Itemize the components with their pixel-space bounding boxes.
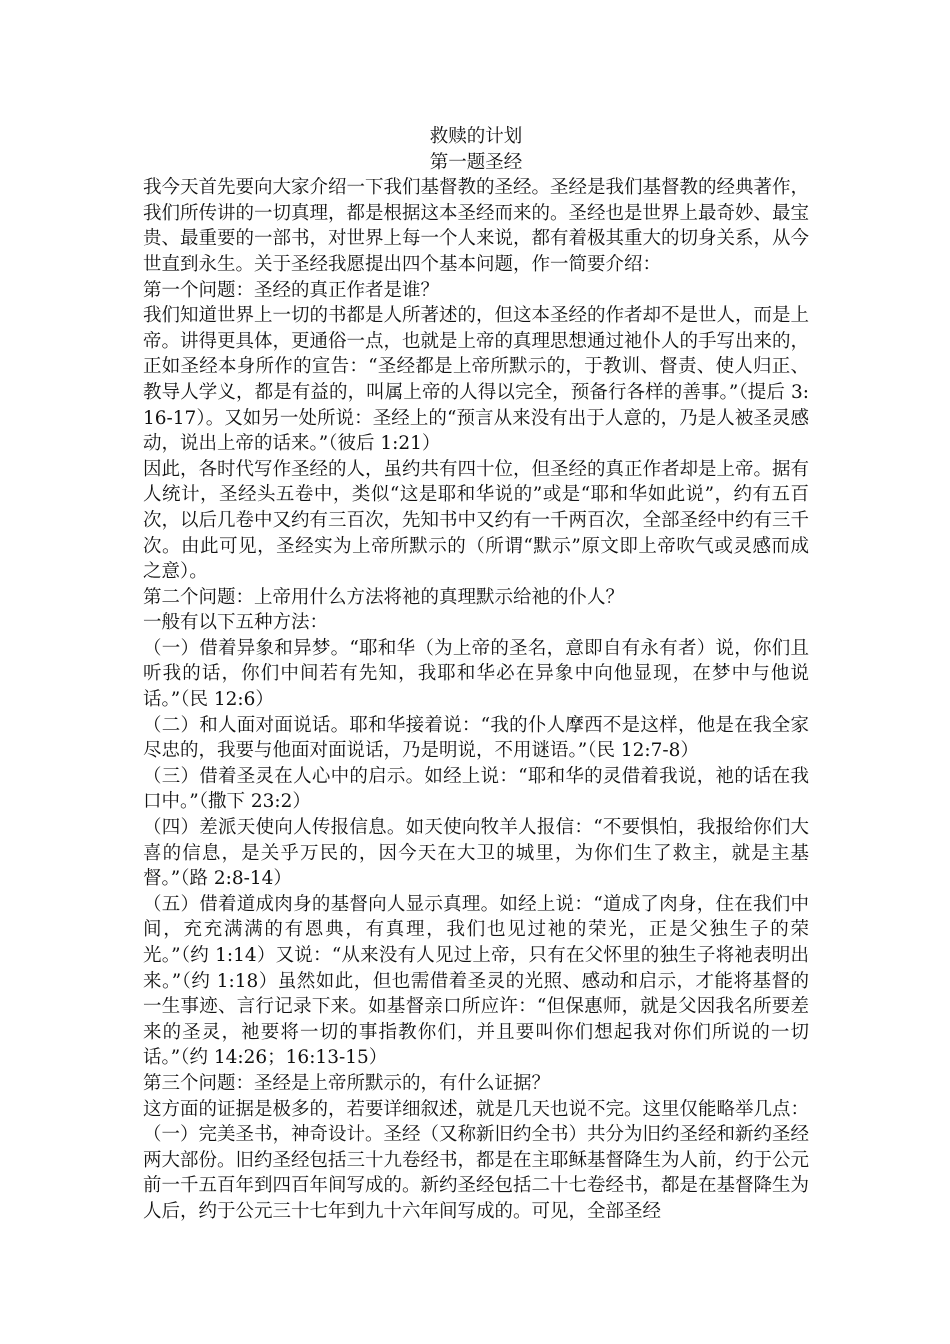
question-1-conclusion: 因此，各时代写作圣经的人，虽约共有四十位，但圣经的真正作者却是上帝。据有人统计，圣经头五卷中，类似“这是耶和华说的”或是“耶和华如此说”，约有五百次，以后几卷中又约有三百次，先知书中又约有一千两百次，全部圣经中约有三千次。由此可见，圣经实为上帝所默示的（所谓“默示”原文即上帝吹气或灵感而成之意）。: [143, 458, 810, 583]
method-2-paragraph: （二）和人面对面说话。耶和华接着说：“我的仆人摩西不是这样，他是在我全家尽忠的，我要与他面对面说话，乃是明说，不用谜语。”（民 12:7-8）: [143, 714, 809, 762]
method-1-paragraph: （一）借着异象和异梦。“耶和华（为上帝的圣名，意即自有永有者）说，你们且听我的话，你们中间若有先知，我耶和华必在异象中向他显现，在梦中与他说话。”（民 12:6）: [143, 637, 809, 711]
question-3-intro: 这方面的证据是极多的，若要详细叙述，就是几天也说不完。这里仅能略举几点：: [143, 1098, 810, 1120]
intro-paragraph: 我今天首先要向大家介绍一下我们基督教的圣经。圣经是我们基督教的经典著作，我们所传讲的一切真理，都是根据这本圣经而来的。圣经也是世界上最奇妙、最宝贵、最重要的一部书，对世界上每一个人来说，都有着极其重大的切身关系，从今世直到永生。关于圣经我愿提出四个基本问题，作一简要介绍：: [143, 177, 810, 275]
question-1-body: 我们知道世界上一切的书都是人所著述的，但这本圣经的作者却不是世人，而是上帝。讲得更具体，更通俗一点，也就是上帝的真理思想通过祂仆人的手写出来的，正如圣经本身所作的宣告：“圣经都是上帝所默示的，于教训、督责、使人归正、教导人学义，都是有益的，叫属上帝的人得以完全，预备行各样的善事。”（提后 3:16-17）。又如另一处所说：圣经上的“预言从来没有出于人意的，乃是人被圣灵感动，说出上帝的话来。”（彼后 1:21）: [143, 305, 810, 455]
method-3-paragraph: （三）借着圣灵在人心中的启示。如经上说：“耶和华的灵借着我说，祂的话在我口中。”（撒下 23:2）: [143, 765, 809, 813]
question-2-intro: 一般有以下五种方法：: [143, 612, 329, 634]
question-2-heading: 第二个问题：上帝用什么方法将祂的真理默示给祂的仆人？: [143, 586, 625, 608]
document-subtitle: 第一题圣经: [429, 151, 523, 173]
evidence-1-paragraph: （一）完美圣书，神奇设计。圣经（又称新旧约全书）共分为旧约圣经和新约圣经两大部份。旧约圣经包括三十九卷经书，都是在主耶稣基督降生为人前，约于公元前一千五百年到四百年间写成的。新约圣经包括二十七卷经书，都是在基督降生为人后，约于公元三十七年到九十六年间写成的。可见，全部圣经: [143, 1124, 810, 1222]
method-5-paragraph: （五）借着道成肉身的基督向人显示真理。如经上说：“道成了肉身，住在我们中间，充充满满的有恩典，有真理，我们也见过祂的荣光，正是父独生子的荣光。”（约 1:14）又说：“从来没有人见过上帝，只有在父怀里的独生子将祂表明出来。”（约 1:18）虽然如此，但也需借着圣灵的光照、感动和启示，才能将基督的一生事迹、言行记录下来。如基督亲口所应许：“但保惠师，就是父因我名所要差来的圣灵，祂要将一切的事指教你们，并且要叫你们想起我对你们所说的一切话。”（约 14:26；16:13-15）: [143, 893, 809, 1069]
question-3-heading: 第三个问题：圣经是上帝所默示的，有什么证据？: [143, 1072, 551, 1094]
document-title: 救赎的计划: [429, 126, 523, 147]
document-page: [143, 124, 809, 1225]
question-1-heading: 第一个问题：圣经的真正作者是谁？: [143, 279, 440, 301]
method-4-paragraph: （四）差派天使向人传报信息。如天使向牧羊人报信：“不要惧怕，我报给你们大喜的信息，是关乎万民的，因今天在大卫的城里，为你们生了救主，就是主基督。”（路 2:8-14）: [143, 817, 809, 890]
